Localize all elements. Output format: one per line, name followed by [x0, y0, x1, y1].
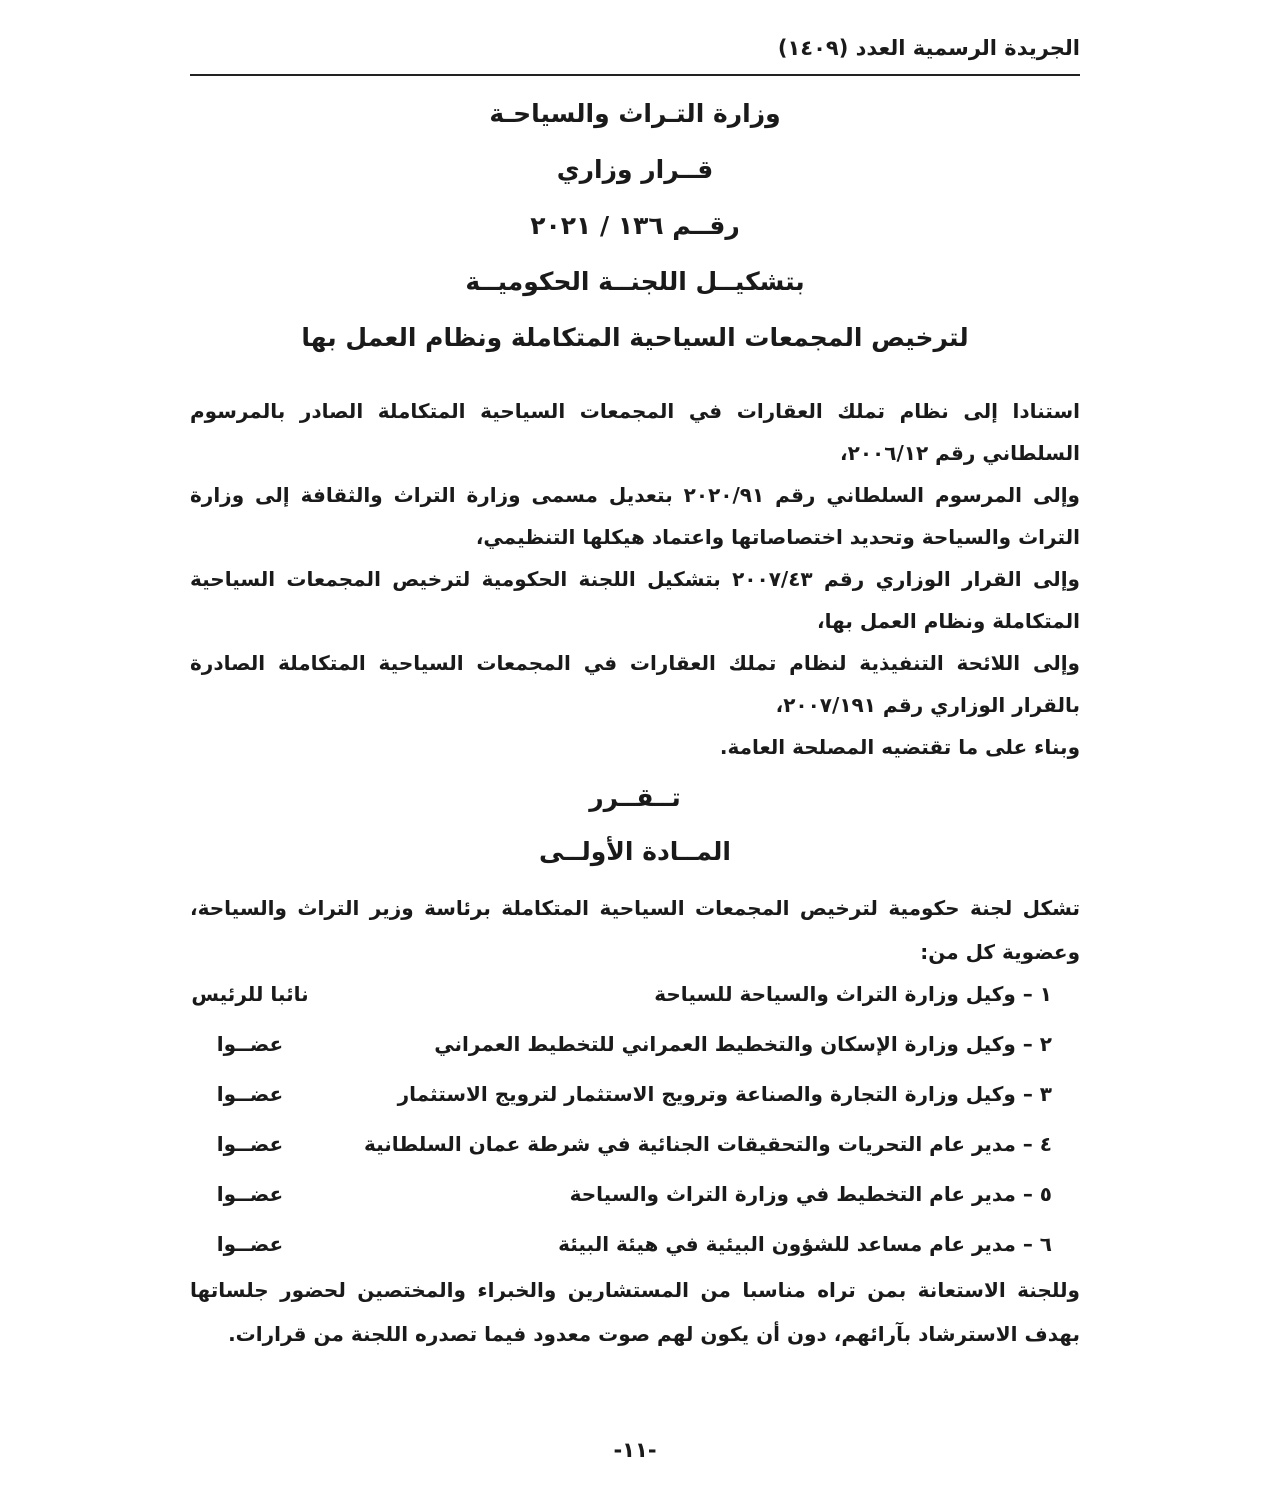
member-title: ١ – وكيل وزارة التراث والسياحة للسياحة: [654, 982, 1052, 1006]
preamble-paragraph: وإلى المرسوم السلطاني رقم ٢٠٢٠/٩١ بتعديل مسمى وزارة التراث والثقافة إلى وزارة التراث والسياحة وتحديد اختصاصاتها واعتماد هيكلها التنظيمي،: [190, 483, 1080, 549]
member-title: ٣ – وكيل وزارة التجارة والصناعة وترويج الاستثمار لترويج الاستثمار: [397, 1082, 1052, 1106]
article-closing: [190, 1268, 1080, 1356]
member-role: عضــوا: [216, 1132, 284, 1156]
article-intro-text: تشكل لجنة حكومية لترخيص المجمعات السياحية المتكاملة برئاسة وزير التراث والسياحة، وعضوية كل من:: [190, 896, 1080, 964]
decision-titles: [190, 86, 1080, 366]
page-number: -١١-: [613, 1438, 657, 1462]
preamble-paragraph: وإلى القرار الوزاري رقم ٢٠٠٧/٤٣ بتشكيل اللجنة الحكومية لترخيص المجمعات السياحية المتكاملة ونظام العمل بها،: [190, 567, 1080, 633]
ministry-title: وزارة التـراث والسياحـة: [489, 99, 781, 128]
member-title: ٦ – مدير عام مساعد للشؤون البيئية في هيئة البيئة: [558, 1232, 1052, 1256]
decision-number: رقــم ١٣٦ / ٢٠٢١: [530, 211, 740, 240]
member-row: [190, 1076, 1080, 1126]
member-row: [190, 976, 1080, 1026]
committee-members-list: [190, 976, 1080, 1276]
decision-type: قــرار وزاري: [556, 155, 714, 184]
preamble-paragraph: استنادا إلى نظام تملك العقارات في المجمعات السياحية المتكاملة الصادر بالمرسوم السلطاني رقم ٢٠٠٦/١٢،: [190, 399, 1080, 465]
member-title: ٥ – مدير عام التخطيط في وزارة التراث والسياحة: [569, 1182, 1052, 1206]
preamble: [190, 390, 1080, 768]
member-role: عضــوا: [216, 1182, 284, 1206]
decides-heading: تــقــرر: [589, 783, 681, 812]
article-intro: [190, 886, 1080, 974]
member-role: نائبا للرئيس: [191, 982, 309, 1006]
article-closing-text: وللجنة الاستعانة بمن تراه مناسبا من المستشارين والخبراء والمختصين لحضور جلساتها بهدف الاسترشاد بآرائهم، دون أن يكون لهم صوت معدود فيما تصدره اللجنة من قرارات.: [190, 1278, 1080, 1346]
member-role: عضــوا: [216, 1082, 284, 1106]
member-title: ٤ – مدير عام التحريات والتحقيقات الجنائية في شرطة عمان السلطانية: [364, 1132, 1052, 1156]
preamble-paragraph: وإلى اللائحة التنفيذية لنظام تملك العقارات في المجمعات السياحية المتكاملة الصادرة بالقرار الوزاري رقم ٢٠٠٧/١٩١،: [190, 651, 1080, 717]
member-row: [190, 1176, 1080, 1226]
decision-subject-line-1: بتشكيــل اللجنــة الحكوميــة: [465, 267, 805, 296]
member-role: عضــوا: [216, 1032, 284, 1056]
gazette-issue-label: الجريدة الرسمية العدد (١٤٠٩): [777, 36, 1080, 60]
member-row: [190, 1126, 1080, 1176]
decision-subject-line-2: لترخيص المجمعات السياحية المتكاملة ونظام العمل بها: [301, 323, 969, 352]
member-role: عضــوا: [216, 1232, 284, 1256]
gazette-page: [190, 0, 1080, 1498]
article-heading: المــادة الأولــى: [539, 837, 731, 866]
member-row: [190, 1026, 1080, 1076]
member-title: ٢ – وكيل وزارة الإسكان والتخطيط العمراني للتخطيط العمراني: [434, 1032, 1052, 1056]
preamble-paragraph: وبناء على ما تقتضيه المصلحة العامة.: [719, 735, 1080, 759]
page-header: [190, 34, 1080, 76]
